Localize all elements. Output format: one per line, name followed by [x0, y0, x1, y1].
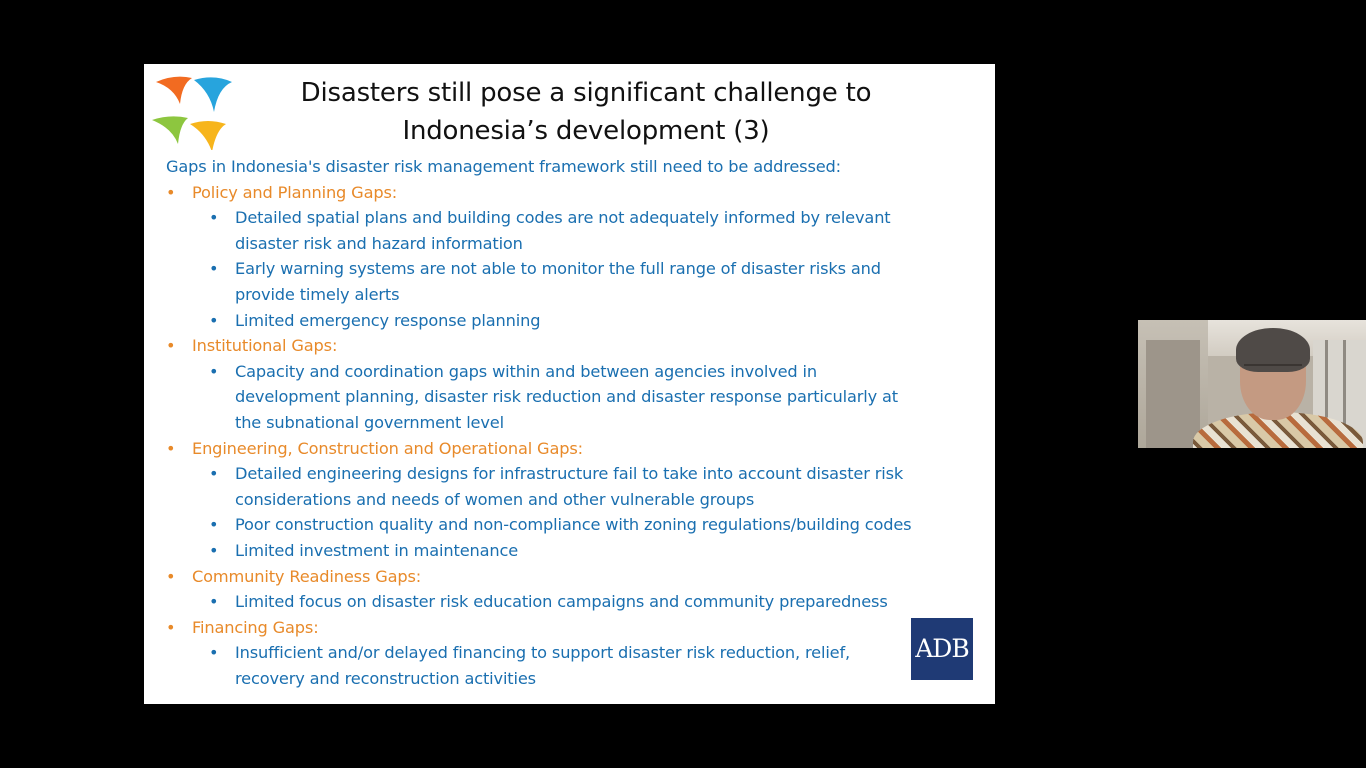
bullet-text-line: provide timely alerts: [235, 284, 400, 304]
bullet-text-line: development planning, disaster risk reduction and disaster response particularly at: [235, 387, 898, 407]
section-heading: • Institutional Gaps:: [166, 333, 986, 359]
bullet-text-line: • Limited focus on disaster risk education campaigns and community preparedness: [235, 592, 888, 612]
bullet-item: [166, 461, 986, 512]
bullet-text-line: • Detailed spatial plans and building codes are not adequately informed by relevant: [235, 208, 891, 228]
participant-video-thumbnail[interactable]: [1138, 320, 1366, 448]
bullet-text-line: disaster risk and hazard information: [235, 233, 523, 253]
bullet-item: [166, 359, 986, 436]
bullet-item: [166, 589, 986, 615]
bullet-text-line: • Capacity and coordination gaps within and between agencies involved in: [235, 361, 818, 381]
bullet-text-line: • Insufficient and/or delayed financing to support disaster risk reduction, relief,: [235, 643, 851, 663]
slide-intro: Gaps in Indonesia's disaster risk management framework still need to be addressed:: [166, 157, 841, 176]
bullet-text-line: • Limited investment in maintenance: [235, 540, 519, 560]
section-heading: • Financing Gaps:: [166, 615, 986, 641]
section-heading: • Engineering, Construction and Operational Gaps:: [166, 436, 986, 462]
adb-logo: ADB: [911, 618, 973, 680]
presentation-slide: [144, 64, 995, 704]
bullet-item: [166, 256, 986, 307]
slide-title-line: Disasters still pose a significant challenge to: [300, 78, 872, 108]
bullet-item: [166, 640, 986, 691]
video-background-door: [1146, 340, 1200, 448]
slide-title-line: Indonesia’s development (3): [402, 116, 770, 146]
bullet-item: [166, 512, 986, 538]
event-logo-icon: [152, 70, 234, 150]
bullet-text-line: • Detailed engineering designs for infrastructure fail to take into account disaster risk: [235, 464, 904, 484]
slide-title: [244, 74, 928, 150]
bullet-text-line: • Poor construction quality and non-compliance with zoning regulations/building codes: [235, 515, 912, 535]
bullet-text-line: considerations and needs of women and other vulnerable groups: [235, 489, 755, 509]
section-heading: • Community Readiness Gaps:: [166, 564, 986, 590]
bullet-text-line: • Early warning systems are not able to monitor the full range of disaster risks and: [235, 259, 881, 279]
bullet-text-line: • Limited emergency response planning: [235, 310, 541, 330]
bullet-text-line: the subnational government level: [235, 412, 504, 432]
section-heading: • Policy and Planning Gaps:: [166, 180, 986, 206]
bullet-text-line: recovery and reconstruction activities: [235, 668, 536, 688]
participant-glasses: [1244, 364, 1302, 378]
slide-body: [166, 154, 986, 691]
bullet-item: [166, 205, 986, 256]
bullet-item: [166, 308, 986, 334]
bullet-item: [166, 538, 986, 564]
